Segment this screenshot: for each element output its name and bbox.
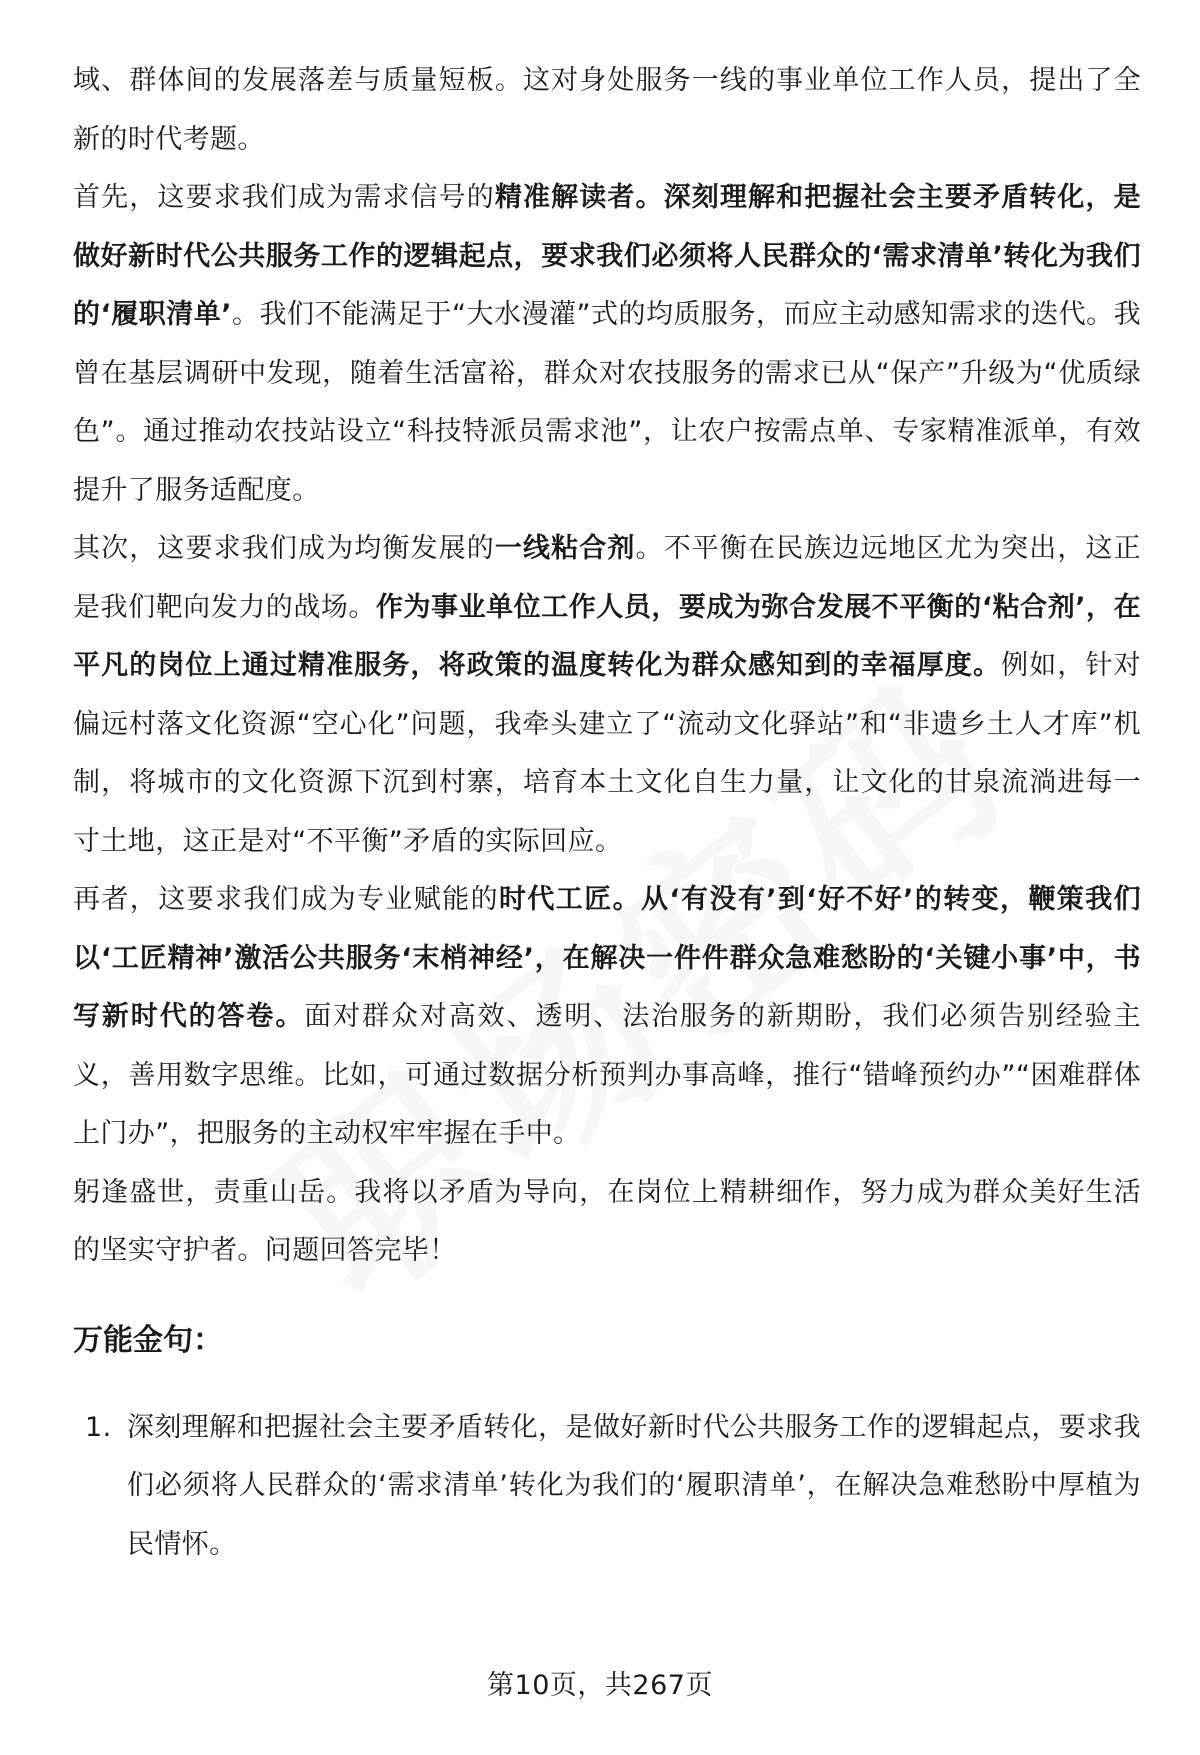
body-paragraph <box>73 169 1141 520</box>
body-paragraph <box>73 52 1141 169</box>
page-footer: 第10页，共267页 <box>487 1670 713 1701</box>
body-paragraph <box>73 871 1141 1164</box>
golden-sentence-list <box>73 1399 1141 1575</box>
paragraph-text: 面对群众对高效、透明、法治服务的新期盼，我们必须告别经验主义，善用数字思维。比如，可通过数据分析预判办事高峰，推行“错峰预约办”“困难群体上门办”，把服务的主动权牢牢握在手中。 <box>73 1001 1141 1149</box>
paragraph-text: 例如，针对偏远村落文化资源“空心化”问题，我牵头建立了“流动文化驿站”和“非遗乡土人才库”机制，将城市的文化资源下沉到村寨，培育本土文化自生力量，让文化的甘泉流淌进每一寸土地，这正是对“不平衡”矛盾的实际回应。 <box>73 650 1142 857</box>
bold-text: 一线粘合剂 <box>494 533 636 564</box>
paragraph-text: 首先，这要求我们成为需求信号的 <box>73 182 495 213</box>
golden-sentence-text: 深刻理解和把握社会主要矛盾转化，是做好新时代公共服务工作的逻辑起点，要求我们必须将人民群众的‘需求清单’转化为我们的‘履职清单’，在解决急难愁盼中厚植为民情怀。 <box>127 1411 1141 1560</box>
body-paragraph <box>73 1164 1141 1281</box>
bold-text: 时代工匠。从‘有没有’到‘好不好’的转变，鞭策我们以‘工匠精神’激活公共服务‘末梢神经’，在解决一件件群众急难愁盼的‘关键小事’中，书写新时代的答卷。 <box>73 884 1142 1032</box>
paragraph-text: 。我们不能满足于“大水漫灌”式的均质服务，而应主动感知需求的迭代。我曾在基层调研中发现，随着生活富裕，群众对农技服务的需求已从“保产”升级为“优质绿色”。通过推动农技站设立“科技特派员需求池”，让农户按需点单、专家精准派单，有效提升了服务适配度。 <box>73 299 1141 506</box>
paragraph-text: 其次，这要求我们成为均衡发展的 <box>73 533 495 564</box>
paragraph-text: 。不平衡在民族边远地区尤为突出，这正是我们靶向发力的战场。 <box>73 533 1142 623</box>
paragraph-text: 域、群体间的发展落差与质量短板。这对身处服务一线的事业单位工作人员，提出了全新的时代考题。 <box>73 65 1141 155</box>
golden-sentence-item <box>73 1399 1141 1575</box>
bold-text: 作为事业单位工作人员，要成为弥合发展不平衡的‘粘合剂’，在平凡的岗位上通过精准服务，将政策的温度转化为群众感知到的幸福厚度。 <box>73 591 1141 681</box>
body-paragraph <box>73 520 1141 871</box>
bold-text: 精准解读者。深刻理解和把握社会主要矛盾转化，是做好新时代公共服务工作的逻辑起点，要求我们必须将人民群众的‘需求清单’转化为我们的‘履职清单’ <box>73 182 1142 330</box>
body-paragraphs <box>73 52 1141 1281</box>
paragraph-text: 躬逢盛世，责重山岳。我将以矛盾为导向，在岗位上精耕细作，努力成为群众美好生活的坚实守护者。问题回答完毕！ <box>73 1176 1141 1266</box>
list-number: 1. <box>85 1411 112 1443</box>
document-page <box>73 52 1141 1574</box>
section-title: 万能金句： <box>73 1322 223 1358</box>
paragraph-text: 再者，这要求我们成为专业赋能的 <box>73 884 499 915</box>
